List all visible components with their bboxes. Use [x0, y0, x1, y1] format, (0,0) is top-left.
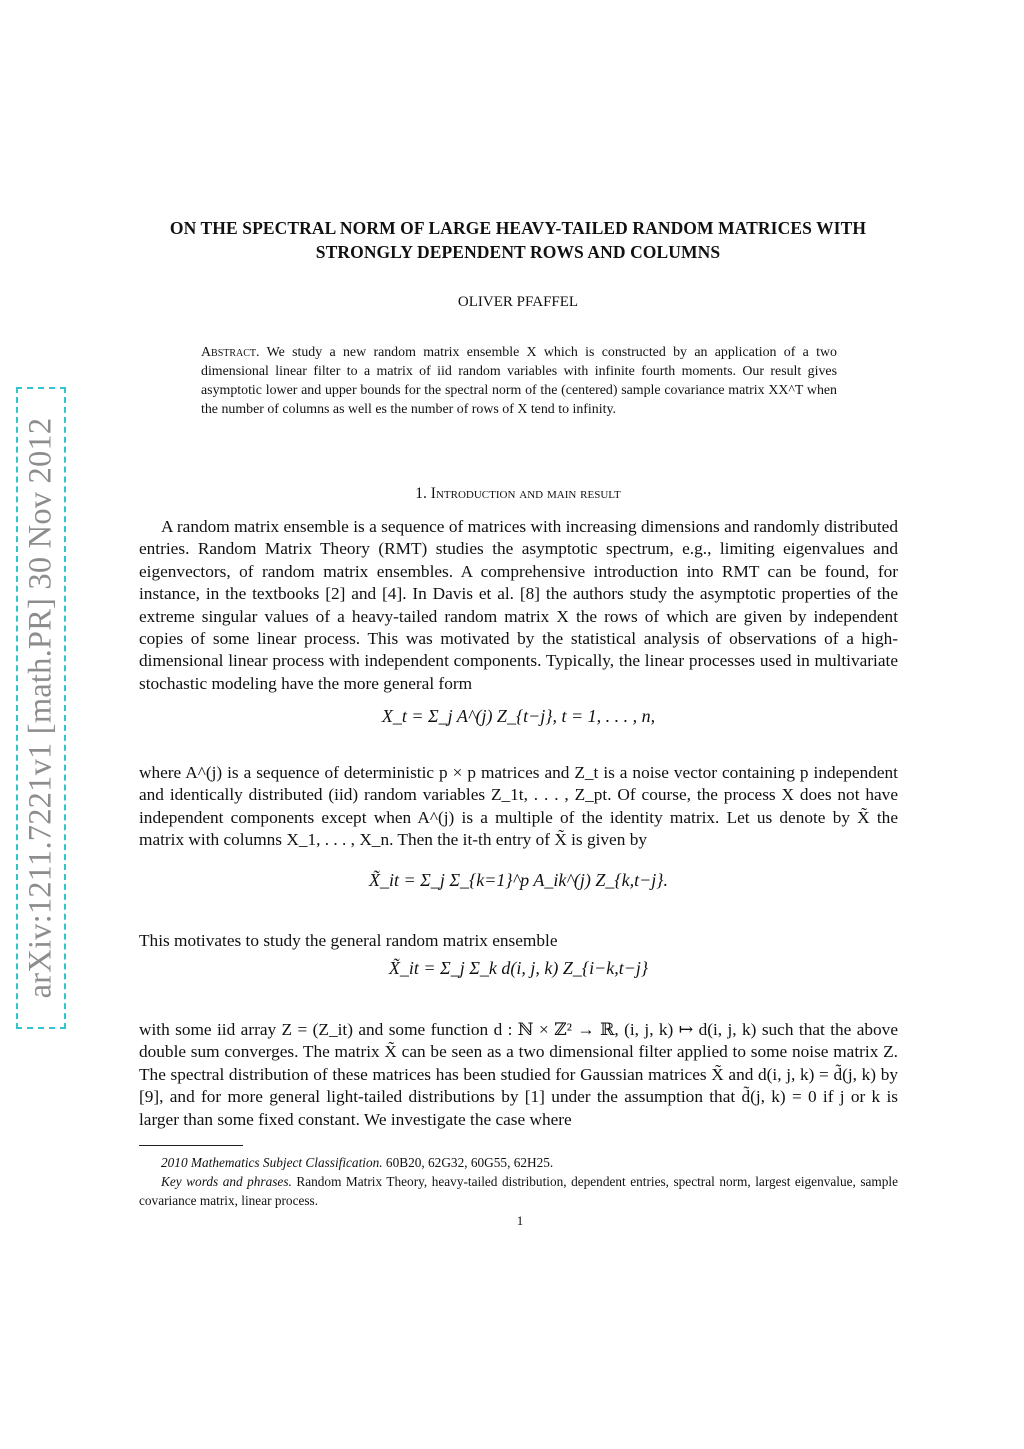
footnote-keywords [139, 1172, 898, 1210]
abstract-text: We study a new random matrix ensemble X which is constructed by an application of a two dimensional linear filter to a matrix of iid random variables with infinite fourth moments. Our result gives asymptotic lower and upper bounds for the spectral norm of the (centered) sample covariance matrix XX^T when the number of columns as well es the number of rows of X tend to infinity. [201, 345, 837, 417]
footnote-keywords-label: Key words and phrases. [161, 1174, 292, 1189]
equation-3: X̃_it = Σ_j Σ_k d(i, j, k) Z_{i−k,t−j} [388, 958, 649, 978]
arxiv-stamp: arXiv:1211.7221v1 [math.PR] 30 Nov 2012 [22, 417, 59, 999]
intro-paragraph-4: with some iid array Z = (Z_it) and some function d : ℕ × ℤ² → ℝ, (i, j, k) ↦ d(i, j, k) such that the above double sum converges. The matrix X̃ can be seen as a two dimensional filter applied to some noise matrix Z. The spectral distribution of these matrices has been studied for Gaussian matrices X̃ and d(i, j, k) = d̃(j, k) by [9], and for more general light-tailed distributions by [1] under the assumption that d̃(j, k) = 0 if j or k is larger than some fixed constant. We investigate the case where [139, 1020, 898, 1129]
abstract-label: Abstract. [201, 345, 260, 360]
footnote-msc-codes: 60B20, 62G32, 60G55, 62H25. [385, 1155, 554, 1170]
footnote-msc-label: 2010 Mathematics Subject Classification. [161, 1155, 383, 1170]
paper-title: ON THE SPECTRAL NORM OF LARGE HEAVY-TAILED RANDOM MATRICES WITH STRONGLY DEPENDENT ROWS AND COLUMNS [169, 218, 867, 262]
section-number: 1. [415, 485, 427, 502]
author-name: OLIVER PFAFFEL [457, 294, 579, 310]
section-title: Introduction and main result [430, 485, 621, 502]
intro-paragraph-1: A random matrix ensemble is a sequence of matrices with increasing dimensions and randomly distributed entries. Random Matrix Theory (RMT) studies the asymptotic spectrum, e.g., limiting eigenvalues and eigenvectors, of random matrix ensembles. A comprehensive introduction into RMT can be found, for instance, in the textbooks [2] and [4]. In Davis et al. [8] the authors study the asymptotic properties of the extreme singular values of a heavy-tailed random matrix X the rows of which are given by independent copies of some linear process. This was motivated by the statistical analysis of observations of a high-dimensional linear process with independent components. Typically, the linear processes used in multivariate stochastic modeling have the more general form [139, 517, 898, 693]
intro-paragraph-2: where A^(j) is a sequence of deterministic p × p matrices and Z_t is a noise vector containing p independent and identically distributed (iid) random variables Z_1t, . . . , Z_pt. Of course, the process X does not have independent components except when A^(j) is a multiple of the identity matrix. Let us denote by X̃ the matrix with columns X_1, . . . , X_n. Then the it-th entry of X̃ is given by [139, 763, 898, 850]
page-number: 1 [516, 1213, 524, 1228]
intro-paragraph-3: This motivates to study the general random matrix ensemble [139, 931, 558, 950]
footnote-keywords-text: Random Matrix Theory, heavy-tailed distribution, dependent entries, spectral norm, largest eigenvalue, sample covariance matrix, linear process. [139, 1174, 899, 1208]
footnote-msc [139, 1153, 898, 1172]
equation-2: X̃_it = Σ_j Σ_{k=1}^p A_ik^(j) Z_{k,t−j}. [369, 870, 668, 890]
equation-1: X_t = Σ_j A^(j) Z_{t−j}, t = 1, . . . , n, [381, 706, 656, 726]
section-heading [130, 485, 906, 503]
abstract [201, 343, 837, 419]
footnote-rule [139, 1145, 243, 1146]
